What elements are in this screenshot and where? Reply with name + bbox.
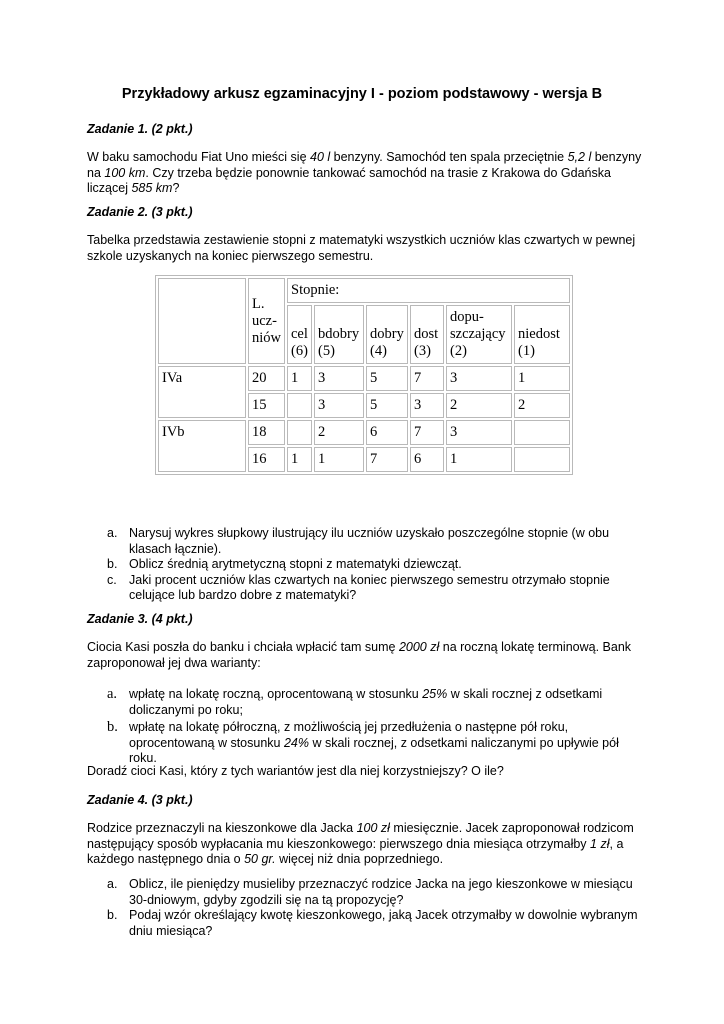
list-marker: a. [107,686,118,702]
grade-value: (1) [518,343,535,359]
task3-text-part: na roczną lokatę terminową. Bank zaproponował jej dwa warianty: [87,640,632,670]
task1-text-part: ? [172,181,180,195]
table-cell: 7 [410,420,444,445]
table-cell: 3 [314,366,364,391]
task3-variants [87,687,647,769]
table-cell: 3 [314,393,364,418]
grade-name: dost [414,326,439,342]
task4-text-part: , a każdego następnego dnia o [87,836,624,866]
list-item [87,557,647,573]
list-item-text: w skali rocznej, z odsetkami naliczanymi po upływie pół roku. [129,735,619,765]
list-item-text: wpłatę na lokatę półroczną, z możliwością jej przedłużenia o następne pół roku, oprocentowaną w stosunku [129,720,569,750]
table-cell: 20 [248,366,285,391]
page-title: Przykładowy arkusz egzaminacyjny I - poziom podstawowy - wersja B [121,86,603,102]
list-item [87,908,647,939]
table-cell: 7 [410,366,444,391]
table-cell: 2 [514,393,570,418]
grade-col-header [446,305,512,364]
list-marker: c. [107,572,117,587]
task1-text-part: W baku samochodu Fiat Uno mieści się [87,150,311,164]
table-cell: 16 [248,447,285,472]
grade-name: niedost [518,326,560,342]
task4-text-part: Rodzice przeznaczyli na kieszonkowe dla Jacka [87,821,357,835]
task4-heading: Zadanie 4. (3 pkt.) [87,793,193,807]
list-item [87,877,647,908]
task1-value: 585 km [131,181,173,195]
table-row [158,420,570,445]
table-cell: 2 [314,420,364,445]
task4-value: 50 gr. [244,852,276,866]
task3-heading: Zadanie 3. (4 pkt.) [87,612,193,626]
task4-subtasks [87,877,647,939]
class-cell [158,420,246,472]
grade-name: dopu- szczający [450,309,506,342]
list-item-text: Oblicz, ile pieniędzy musieliby przeznaczyć rodzice Jacka na jego kieszonkowe w miesiącu 30-dniowym, gdyby zgodzili się na tą propozycję? [129,877,633,907]
grade-value: (6) [291,343,308,359]
list-marker: a. [107,877,118,891]
table-cell: 1 [446,447,512,472]
table-cell [287,393,312,418]
task1-text [87,150,647,197]
grade-col-header [314,305,364,364]
task3-value: 2000 zł [398,640,440,654]
task4-value: 100 zł [356,821,390,835]
list-item [87,573,647,604]
list-item-text: Narysuj wykres słupkowy ilustrujący ilu uczniów uzyskało poszczególne stopnie (w obu klasach łącznie). [129,526,610,556]
table-cell: 6 [366,420,408,445]
table-cell: 5 [366,366,408,391]
table-cell: 1 [314,447,364,472]
list-item [87,526,647,557]
task1-text-part: . Czy trzeba będzie ponownie tankować samochód na trasie z Krakowa do Gdańska liczącej [87,165,611,195]
list-marker: b. [107,908,118,922]
table-cell: 6 [410,447,444,472]
grade-col-header [514,305,570,364]
table-cell: 15 [248,393,285,418]
task4-text-part: miesięcznie. Jacek zaproponował rodzicom następujący sposób wypłacania mu kieszonkowego: pierwszego dnia miesiąca otrzymałby [87,821,634,851]
task4-text [87,821,647,868]
list-marker: b. [107,557,118,571]
grade-value: (5) [318,343,335,359]
grade-name: cel [291,326,308,342]
list-marker: a. [107,526,118,540]
table-cell: 1 [287,447,312,472]
grade-name: bdobry [318,326,360,342]
task3-text-part: Ciocia Kasi poszła do banku i chciała wpłacić tam sumę [87,640,399,654]
list-item [87,687,647,718]
task1-value: 40 l [310,150,331,164]
class-cell [158,366,246,418]
list-item-text: Oblicz średnią arytmetyczną stopni z matematyki dziewcząt. [129,557,462,571]
table-corner-cell [158,278,246,364]
task3-rate: 24% [283,735,309,750]
grade-value: (3) [414,343,431,359]
grade-col-header [410,305,444,364]
task2-heading: Zadanie 2. (3 pkt.) [87,205,193,219]
table-cell: 5 [366,393,408,418]
table-cell: 1 [287,366,312,391]
table-row [158,366,570,391]
task1-value: 5,2 l [567,150,592,164]
table-cell: 2 [446,393,512,418]
grade-value: (4) [370,343,387,359]
table-cell: 7 [366,447,408,472]
count-header: L. ucz- niów [248,278,285,364]
list-item-text: wpłatę na lokatę roczną, oprocentowaną w stosunku [129,687,423,701]
list-item-text: Podaj wzór określający kwotę kieszonkowego, jaką Jacek otrzymałby w dowolnie wybranym dniu miesiąca? [129,908,638,938]
table-cell: 18 [248,420,285,445]
grade-value: (2) [450,343,467,359]
list-item [87,720,647,767]
class-name: IVa [162,370,183,386]
grade-col-header [287,305,312,364]
grades-table [155,275,573,475]
task1-text-part: benzyny. Samochód ten spala przeciętnie [330,150,568,164]
table-cell: 3 [410,393,444,418]
grades-header: Stopnie: [287,278,570,303]
table-cell [514,420,570,445]
class-name: IVb [162,424,185,440]
task3-rate: 25% [422,687,448,701]
task1-heading: Zadanie 1. (2 pkt.) [87,122,193,136]
task3-text [87,640,647,671]
table-cell [287,420,312,445]
grade-col-header [366,305,408,364]
table-cell [514,447,570,472]
list-marker: b. [107,719,118,735]
task1-text-part: benzyny na [87,150,642,180]
task3-question: Doradź cioci Kasi, który z tych wariantów jest dla niej korzystniejszy? O ile? [87,764,504,778]
task4-value: 1 zł [590,836,610,851]
grade-name: dobry [370,326,404,342]
table-cell: 3 [446,420,512,445]
table-cell: 1 [514,366,570,391]
task2-intro: Tabelka przedstawia zestawienie stopni z matematyki wszystkich uczniów klas czwartych w pewnej szkole uzyskanych na koniec pierwszego semestru. [87,233,636,263]
task2-subtasks [87,526,647,604]
table-cell: 3 [446,366,512,391]
list-item-text: Jaki procent uczniów klas czwartych na koniec pierwszego semestru otrzymało stopnie celujące lub bardzo dobre z matematyki? [129,572,610,602]
list-item-text: w skali rocznej z odsetkami doliczanymi po roku; [129,687,603,717]
task4-text-part: więcej niż dnia poprzedniego. [275,852,444,866]
task1-value: 100 km [104,165,146,180]
